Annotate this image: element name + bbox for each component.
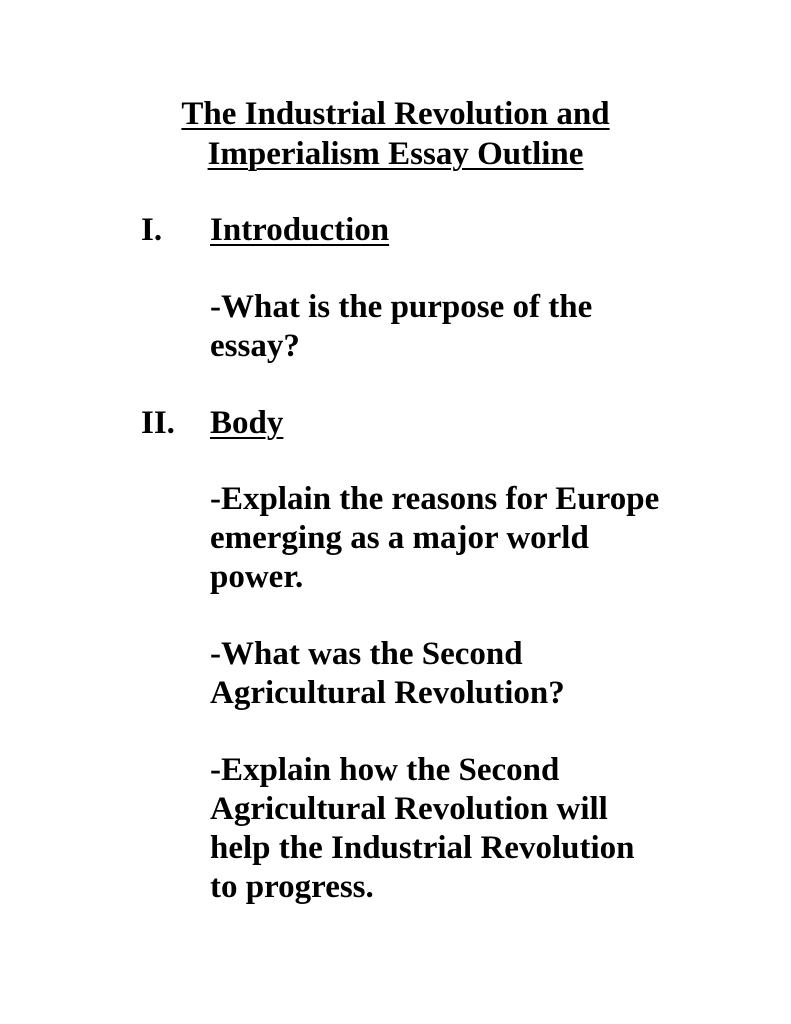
outline-point: -What is the purpose of the essay?	[210, 289, 593, 364]
page-title	[0, 94, 791, 174]
outline-point: -What was the Second Agricultural Revolution?	[210, 636, 565, 711]
outline-point: -Explain the reasons for Europe emerging as a major world power.	[210, 481, 660, 595]
title-line-2: Imperialism Essay Outline	[207, 136, 584, 172]
section-numeral: II.	[141, 405, 175, 441]
outline-point: -Explain how the Second Agricultural Revolution will help the Industrial Revolution to progress.	[210, 752, 635, 905]
section-numeral: I.	[141, 212, 163, 248]
section-heading: Body	[210, 405, 284, 441]
title-line-1: The Industrial Revolution and	[181, 96, 610, 132]
section-heading: Introduction	[210, 212, 390, 248]
